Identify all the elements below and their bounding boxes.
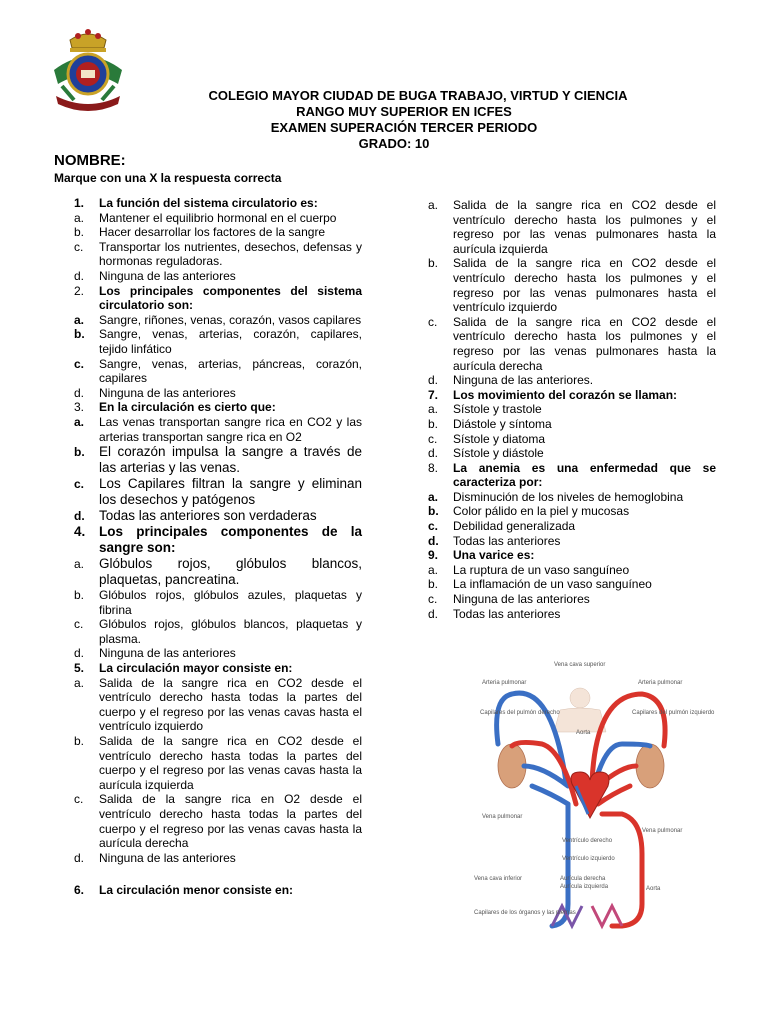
question-text: En la circulación es cierto que: — [99, 400, 276, 415]
label-capilares-pulmon-izquierdo: Capilares del pulmón izquierdo — [632, 710, 715, 716]
option-letter: b. — [74, 327, 85, 342]
option-4d[interactable] — [74, 646, 362, 661]
option-3a[interactable] — [74, 415, 362, 444]
option-5a[interactable] — [74, 676, 362, 734]
option-4a[interactable] — [74, 556, 362, 588]
option-letter: d. — [428, 373, 439, 388]
option-text: Los Capilares filtran la sangre y eliminan los desechos y patógenos — [99, 476, 362, 508]
label-aorta-top: Aorta — [576, 730, 591, 736]
option-text: Ninguna de las anteriores — [99, 850, 236, 865]
option-letter: c. — [428, 314, 438, 329]
question-number: 5. — [74, 661, 85, 676]
option-letter: b. — [74, 445, 85, 460]
question-number: 4. — [74, 524, 86, 540]
option-text: Sístole y diatoma — [453, 431, 546, 446]
label-vena-cava-inferior: Vena cava inferior — [474, 876, 523, 882]
option-1c[interactable] — [74, 240, 362, 269]
option-text: Sangre, venas, arterias, corazón, capilares, tejido linfático — [99, 327, 362, 356]
question-5 — [74, 661, 362, 676]
option-letter: d. — [428, 533, 439, 548]
question-text: Los principales componentes del sistema circulatorio son: — [99, 283, 362, 313]
circulatory-system-diagram — [472, 654, 715, 938]
label-capilares-organos: Capilares de los órganos y las piernas — [474, 910, 576, 916]
option-letter: c. — [74, 792, 84, 807]
option-letter: c. — [74, 356, 85, 371]
option-text: Sístole y diástole — [453, 446, 544, 461]
option-text: Ninguna de las anteriores — [99, 646, 236, 661]
question-text: La circulación menor consiste en: — [99, 883, 294, 898]
grade-label: GRADO: 10 — [358, 136, 430, 151]
question-text: La anemia es una enfermedad que se caracteriza por: — [453, 460, 716, 490]
heart — [571, 772, 609, 818]
option-letter: d. — [74, 509, 85, 524]
option-text: Glóbulos rojos, glóbulos azules, plaquetas y fibrina — [99, 588, 362, 617]
option-text: Color pálido en la piel y mucosas — [453, 504, 630, 519]
option-9a[interactable] — [428, 563, 716, 578]
option-letter: c. — [428, 431, 438, 446]
option-2c[interactable] — [74, 357, 362, 386]
option-letter: b. — [428, 577, 439, 592]
question-number: 9. — [428, 548, 439, 563]
option-text: Salida de la sangre rica en CO2 desde el ventrículo derecho hasta los pulmones y el regreso por las venas pulmonares hasta la aurícula derecha — [453, 314, 716, 373]
right-column — [428, 198, 716, 621]
option-8b[interactable] — [428, 504, 716, 519]
nombre-label: NOMBRE: — [54, 152, 126, 169]
option-text: Todas las anteriores — [453, 533, 561, 548]
option-5d[interactable] — [74, 851, 362, 866]
option-1a[interactable] — [74, 211, 362, 226]
option-text: Glóbulos rojos, glóbulos blancos, plaquetas, pancreatina. — [99, 556, 362, 588]
option-letter: b. — [428, 416, 439, 431]
option-7d[interactable] — [428, 446, 716, 461]
option-9d[interactable] — [428, 607, 716, 622]
body-silhouette — [554, 688, 606, 732]
label-arteria-pulmonar-right: Arteria pulmonar — [638, 680, 683, 686]
school-rank: RANGO MUY SUPERIOR EN ICFES — [296, 104, 512, 119]
option-text: El corazón impulsa la sangre a través de las arterias y las venas. — [99, 444, 362, 476]
label-aorta-bottom: Aorta — [646, 886, 661, 892]
label-auricula-izquierda: Aurícula izquierda — [560, 884, 609, 890]
option-text: Salida de la sangre rica en CO2 desde el ventrículo derecho hasta todas la partes del cuerpo y el regreso por las venas cavas hasta el ventrículo izquierdo — [99, 675, 362, 734]
option-text: Ninguna de las anteriores — [99, 268, 236, 283]
option-letter: a. — [428, 198, 439, 212]
option-2b[interactable] — [74, 327, 362, 356]
question-1 — [74, 196, 362, 211]
option-3c[interactable] — [74, 476, 362, 508]
option-text: Salida de la sangre rica en CO2 desde el ventrículo derecho hasta todas la partes del cuerpo y el regreso por las venas cavas hasta la aurícula izquierda — [99, 734, 362, 792]
option-text: Sístole y trastole — [453, 402, 542, 417]
option-letter: b. — [428, 504, 439, 519]
option-letter: a. — [428, 489, 439, 504]
option-letter: b. — [74, 734, 85, 749]
option-letter: b. — [428, 256, 439, 271]
option-letter: b. — [74, 225, 85, 240]
option-7a[interactable] — [428, 402, 716, 417]
label-capilares-pulmon-derecho: Capilares del pulmón derecho — [480, 710, 560, 716]
left-column — [74, 196, 362, 898]
option-text: La ruptura de un vaso sanguíneo — [453, 562, 630, 577]
option-text: Hacer desarrollar los factores de la sangre — [99, 225, 326, 240]
label-vena-cava-superior: Vena cava superior — [554, 662, 606, 668]
option-letter: d. — [74, 646, 85, 661]
question-number: 1. — [74, 196, 85, 210]
question-text: Los principales componentes de la sangre son: — [99, 524, 362, 556]
option-letter: c. — [74, 477, 85, 492]
option-1b[interactable] — [74, 225, 362, 240]
option-letter: c. — [428, 592, 438, 607]
label-auricula-derecha: Aurícula derecha — [560, 876, 606, 882]
option-text: Diástole y síntoma — [453, 416, 552, 431]
question-8 — [428, 461, 716, 490]
option-letter: b. — [74, 588, 85, 603]
option-letter: a. — [74, 414, 85, 429]
question-number: 7. — [428, 387, 439, 402]
option-3d[interactable] — [74, 508, 362, 524]
question-9 — [428, 548, 716, 563]
option-text: Ninguna de las anteriores — [99, 385, 236, 400]
option-letter: d. — [428, 446, 439, 461]
option-letter: a. — [74, 210, 85, 225]
option-letter: d. — [74, 385, 85, 400]
option-7c[interactable] — [428, 432, 716, 447]
option-letter: d. — [74, 268, 85, 283]
question-3 — [74, 400, 362, 415]
option-6c[interactable] — [428, 315, 716, 373]
option-text: Todas las anteriores son verdaderas — [99, 508, 317, 524]
option-9c[interactable] — [428, 592, 716, 607]
option-3b[interactable] — [74, 444, 362, 476]
option-5c[interactable] — [74, 792, 362, 850]
question-text: Una varice es: — [453, 548, 535, 563]
option-6d[interactable] — [428, 373, 716, 388]
option-9b[interactable] — [428, 577, 716, 592]
option-5b[interactable] — [74, 734, 362, 792]
option-text: Ninguna de las anteriores — [453, 592, 590, 607]
option-text: Disminución de los niveles de hemoglobina — [453, 489, 684, 504]
option-text: Salida de la sangre rica en CO2 desde el ventrículo derecho hasta los pulmones y el regreso por las venas pulmonares hasta el ventrículo izquierdo — [453, 256, 716, 315]
option-8d[interactable] — [428, 534, 716, 549]
option-letter: d. — [428, 606, 439, 621]
instructions: Marque con una X la respuesta correcta — [54, 171, 282, 185]
label-ventriculo-derecho: Ventrículo derecho — [562, 838, 613, 844]
option-letter: a. — [74, 557, 85, 572]
question-number: 6. — [74, 883, 85, 898]
question-number: 8. — [428, 460, 439, 475]
option-6a[interactable] — [428, 198, 716, 256]
label-vena-pulmonar-left: Vena pulmonar — [482, 814, 523, 820]
option-letter: d. — [74, 850, 85, 865]
option-text: Todas las anteriores — [453, 606, 561, 621]
label-vena-pulmonar-right: Vena pulmonar — [642, 828, 683, 834]
option-1d[interactable] — [74, 269, 362, 284]
option-text: Debilidad generalizada — [453, 519, 576, 534]
option-letter: a. — [428, 402, 439, 417]
option-letter: c. — [428, 519, 439, 534]
option-7b[interactable] — [428, 417, 716, 432]
option-text: Ninguna de las anteriores. — [453, 373, 594, 388]
question-4 — [74, 524, 362, 556]
option-letter: a. — [74, 675, 85, 690]
option-text: Glóbulos rojos, glóbulos blancos, plaquetas y plasma. — [99, 617, 362, 646]
question-text: La función del sistema circulatorio es: — [99, 196, 318, 210]
question-text: La circulación mayor consiste en: — [99, 661, 293, 676]
option-letter: c. — [74, 617, 84, 632]
question-2 — [74, 284, 362, 313]
left-lung — [636, 744, 664, 788]
option-letter: a. — [74, 312, 85, 327]
question-number: 2. — [74, 283, 85, 298]
option-4b[interactable] — [74, 588, 362, 617]
option-2a[interactable] — [74, 313, 362, 328]
label-ventriculo-izquierdo: Ventrículo izquierdo — [562, 856, 615, 862]
question-6 — [74, 883, 362, 898]
option-6b[interactable] — [428, 256, 716, 314]
label-arteria-pulmonar-left: Arteria pulmonar — [482, 680, 527, 686]
option-letter: a. — [428, 562, 439, 577]
question-number: 3. — [74, 400, 85, 415]
option-8a[interactable] — [428, 490, 716, 505]
exam-title: EXAMEN SUPERACIÓN TERCER PERIODO — [270, 120, 538, 135]
option-text: Las venas transportan sangre rica en CO2 y las arterias transportan sangre rica en O2 — [99, 414, 362, 444]
option-text: Mantener el equilibrio hormonal en el cuerpo — [99, 210, 337, 225]
option-8c[interactable] — [428, 519, 716, 534]
option-text: Sangre, venas, arterias, páncreas, corazón, capilares — [99, 356, 362, 386]
option-2d[interactable] — [74, 386, 362, 401]
school-name: COLEGIO MAYOR CIUDAD DE BUGA TRABAJO, VIRTUD Y CIENCIA — [208, 88, 628, 103]
question-text: Los movimiento del corazón se llaman: — [453, 387, 678, 402]
option-text: Transportar los nutrientes, desechos, defensas y hormonas reguladoras. — [99, 239, 362, 269]
option-text: La inflamación de un vaso sanguíneo — [453, 577, 652, 592]
question-7 — [428, 388, 716, 403]
option-text: Sangre, riñones, venas, corazón, vasos capilares — [99, 312, 362, 327]
option-text: Salida de la sangre rica en O2 desde el ventrículo derecho hasta todas la partes del cuerpo y el regreso por las venas cavas hasta la aurícula derecha — [99, 792, 362, 851]
option-4c[interactable] — [74, 617, 362, 646]
option-letter: c. — [74, 239, 84, 254]
option-text: Salida de la sangre rica en CO2 desde el ventrículo derecho hasta los pulmones y el regreso por las venas pulmonares hasta la aurícula izquierda — [453, 198, 716, 256]
